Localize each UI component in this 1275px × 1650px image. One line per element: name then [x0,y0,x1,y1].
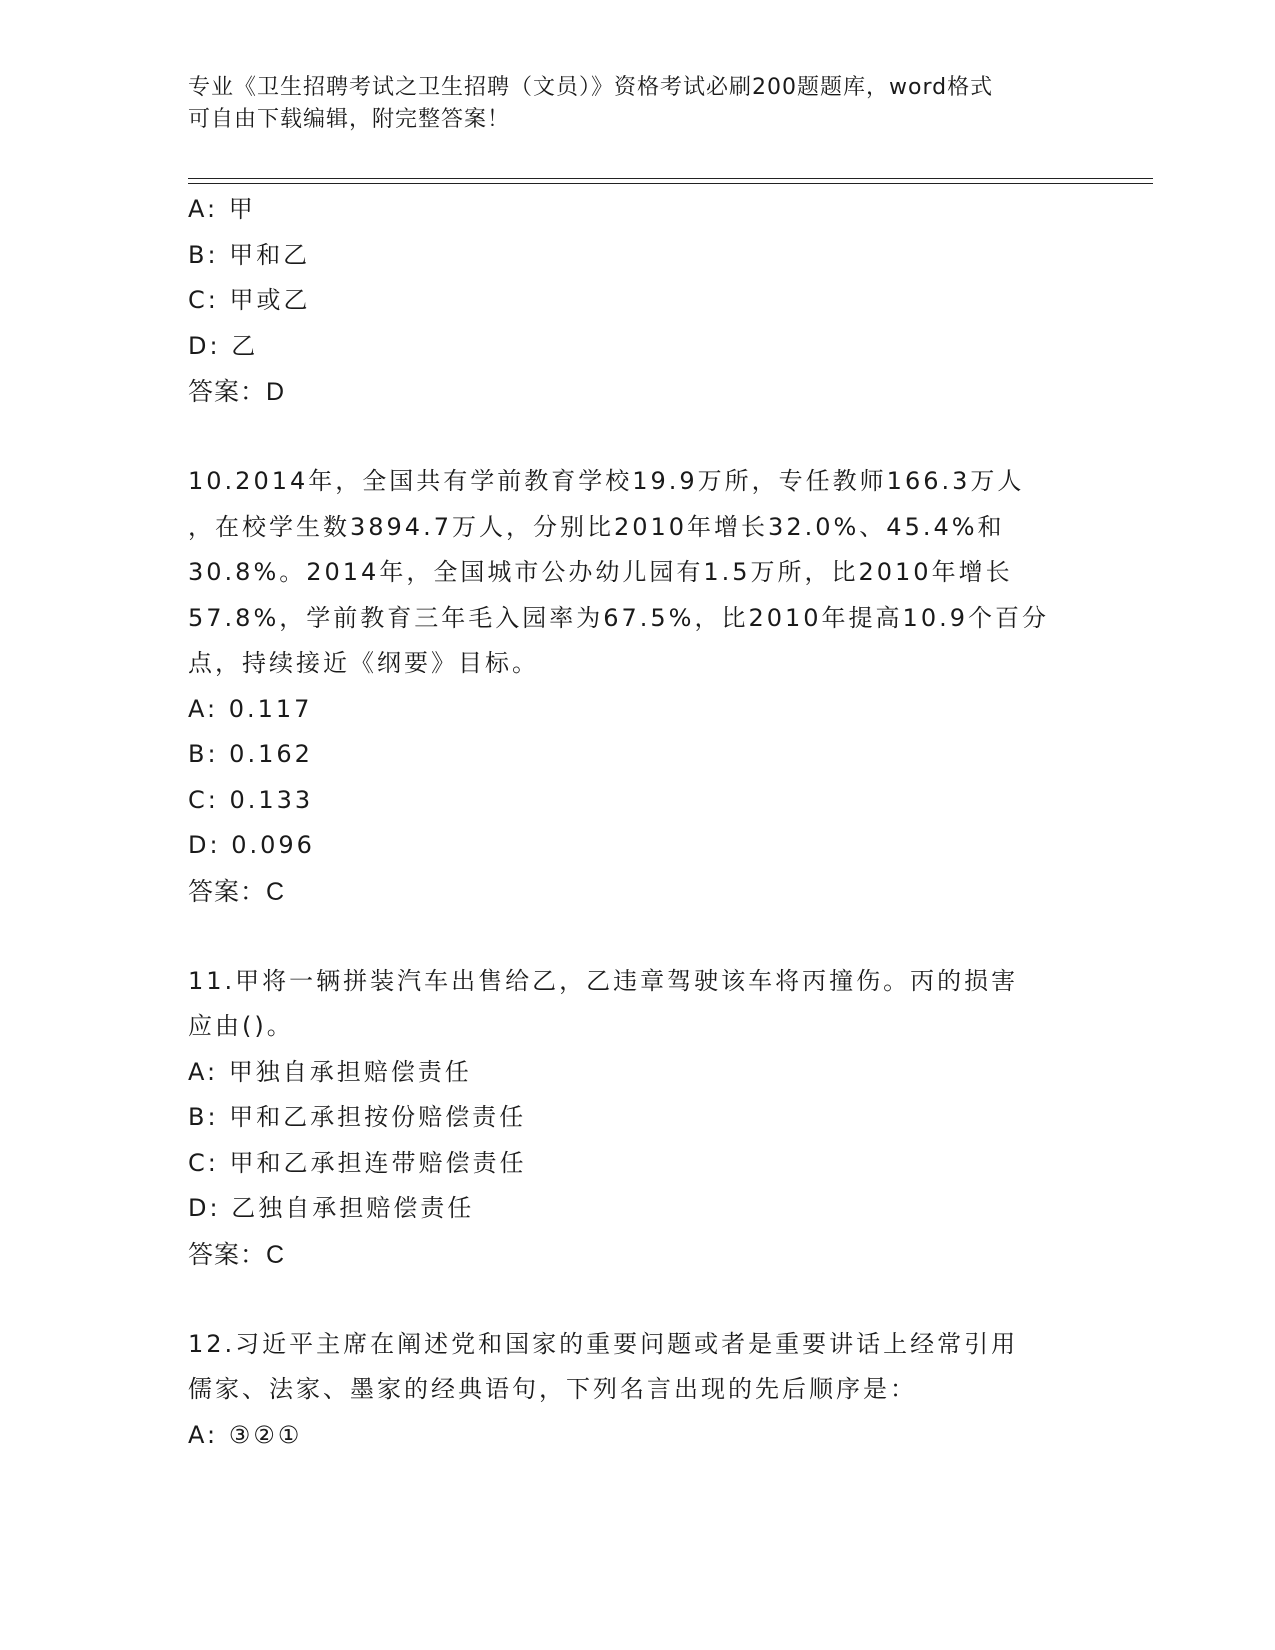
question-text-line: ，在校学生数3894.7万人，分别比2010年增长32.0%、45.4%和 [188,512,1005,541]
option-b: B: 甲和乙承担按份赔偿责任 [188,1103,527,1131]
option-c: C: 甲和乙承担连带赔偿责任 [188,1148,527,1177]
header-title-line-1: 专业《卫生招聘考试之卫生招聘（文员）》资格考试必刷200题题库，word格式 [188,75,994,100]
header-rule-top [188,178,1153,179]
header-rule-bottom [188,183,1153,184]
question-text-line: 儒家、法家、墨家的经典语句，下列名言出现的先后顺序是： [188,1375,917,1403]
answer-label: 答案：D [188,378,286,406]
question-text-line: 11.甲将一辆拼装汽车出售给乙，乙违章驾驶该车将丙撞伤。丙的损害 [188,966,1019,995]
option-c: C: 0.133 [188,785,314,814]
option-d: D: 乙独自承担赔偿责任 [188,1194,475,1222]
option-a: A: 甲 [188,195,256,223]
answer-label: 答案：C [188,1240,286,1269]
option-b: B: 0.162 [188,740,313,768]
question-11-block [188,959,1078,1278]
question-text-line: 30.8%。2014年，全国城市公办幼儿园有1.5万所，比2010年增长 [188,558,1013,586]
question-text-line: 10.2014年，全国共有学前教育学校19.9万所，专任教师166.3万人 [188,467,1025,495]
question-text-line: 57.8%，学前教育三年毛入园率为67.5%，比2010年提高10.9个百分 [188,603,1049,632]
option-d: D: 0.096 [188,831,315,859]
question-10-block [188,459,1078,915]
option-c: C: 甲或乙 [188,286,311,314]
question-text-line: 应由()。 [188,1012,294,1040]
option-d: D: 乙 [188,331,259,360]
document-header [188,72,1068,136]
spacer [188,1278,1078,1322]
question-text-line: 点，持续接近《纲要》目标。 [188,649,539,677]
question-text-line: 12.习近平主席在阐述党和国家的重要问题或者是重要讲话上经常引用 [188,1329,1019,1358]
question-12-block [188,1322,1078,1459]
question-9-block [188,187,1078,415]
option-a: A: 0.117 [188,694,313,723]
spacer [188,415,1078,459]
question-content [188,187,1078,1458]
answer-label: 答案：C [188,877,286,906]
option-a: A: ③②① [188,1420,303,1449]
header-title-line-2: 可自由下载编辑，附完整答案！ [188,107,511,132]
option-a: A: 甲独自承担赔偿责任 [188,1057,472,1086]
option-b: B: 甲和乙 [188,240,311,269]
spacer [188,915,1078,959]
